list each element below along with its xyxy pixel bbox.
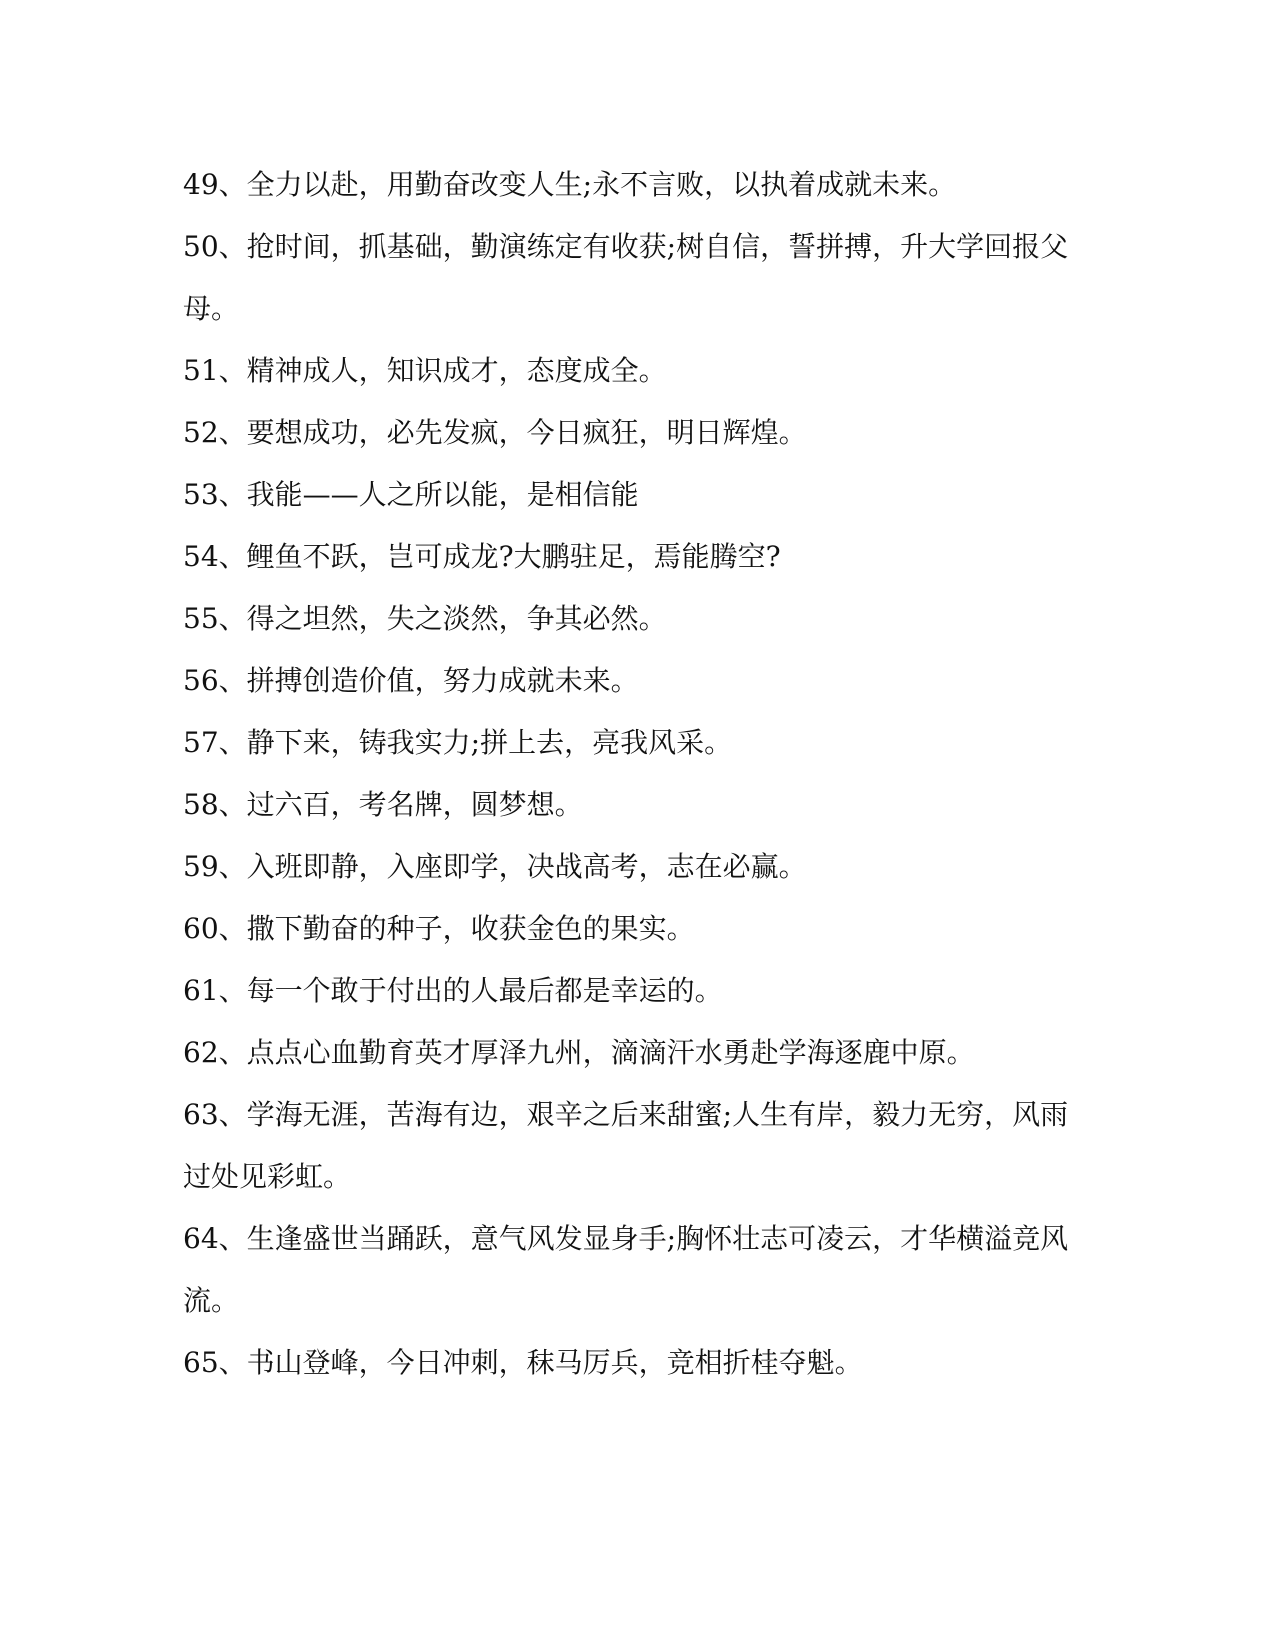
slogan-item: 53、我能——人之所以能，是相信能 [183,478,639,511]
slogan-item: 58、过六百，考名牌，圆梦想。 [183,788,583,821]
slogan-item: 57、静下来，铸我实力;拼上去，亮我风采。 [183,726,733,759]
slogan-item: 52、要想成功，必先发疯，今日疯狂，明日辉煌。 [183,416,807,449]
slogan-item: 59、入班即静，入座即学，决战高考，志在必赢。 [183,850,807,883]
slogan-item: 56、拼搏创造价值，努力成就未来。 [183,664,639,697]
slogan-item: 50、抢时间，抓基础，勤演练定有收获;树自信，誓拼搏，升大学回报父母。 [183,230,1069,325]
slogan-item: 61、每一个敢于付出的人最后都是幸运的。 [183,974,723,1007]
slogan-list [183,154,1083,1394]
slogan-item: 55、得之坦然，失之淡然，争其必然。 [183,602,667,635]
slogan-item: 49、全力以赴，用勤奋改变人生;永不言败，以执着成就未来。 [183,168,957,201]
slogan-item: 62、点点心血勤育英才厚泽九州，滴滴汗水勇赴学海逐鹿中原。 [183,1036,975,1069]
slogan-item: 65、书山登峰，今日冲刺，秣马厉兵，竞相折桂夺魁。 [183,1346,863,1379]
slogan-item: 54、鲤鱼不跃，岂可成龙?大鹏驻足，焉能腾空? [183,540,781,573]
slogan-item: 51、精神成人，知识成才，态度成全。 [183,354,667,387]
slogan-item: 60、撒下勤奋的种子，收获金色的果实。 [183,912,695,945]
slogan-item: 63、学海无涯，苦海有边，艰辛之后来甜蜜;人生有岸，毅力无穷，风雨过处见彩虹。 [183,1098,1069,1193]
slogan-item: 64、生逢盛世当踊跃，意气风发显身手;胸怀壮志可凌云，才华横溢竞风流。 [183,1222,1069,1317]
